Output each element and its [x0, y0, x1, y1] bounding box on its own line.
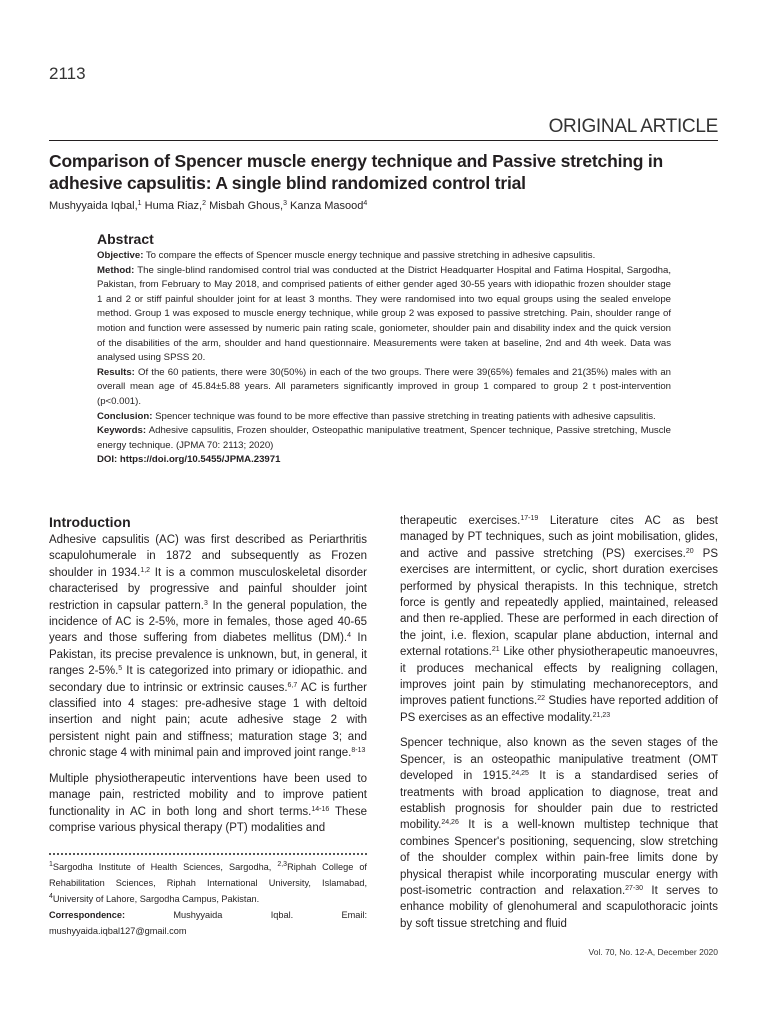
results-text: Of the 60 patients, there were 30(50%) in each of the two groups. There were 39(65%) females and 21(35%) males with an overall mean age of 45.84±5.88 years. All parameters significantly improved in group 1 compared to group 2 t post-intervention (p<0.001).	[97, 366, 671, 407]
author-list	[49, 200, 729, 212]
text-run: In Pakistan, its precise prevalence is unknown, but, in general, it ranges 2-5%.	[49, 632, 367, 678]
correspondence	[49, 907, 367, 939]
text-run: Literature cites AC as best managed by PT techniques, such as joint mobilisation, glides, and active and passive stretching (PS) exercises.	[400, 515, 718, 560]
method-label: Method:	[97, 264, 135, 276]
citation-mark: 22	[537, 695, 545, 703]
affiliation-text: Sargodha Institute of Health Sciences, Sargodha,	[52, 862, 278, 872]
abstract-block	[97, 231, 671, 468]
text-run: Like other physiotherapeutic manoeuvres, it produces mechanical effects by realigning collagen, improves joint pain by stimulating mechanoreceptors, and improves patient functions.	[400, 646, 718, 708]
journal-footer: Vol. 70, No. 12-A, December 2020	[588, 947, 718, 957]
correspondence-text: Mushyyaida Iqbal. Email: mushyyaida.iqbal127@gmail.com	[49, 910, 367, 936]
citation-mark: 5	[118, 665, 123, 673]
article-title: Comparison of Spencer muscle energy technique and Passive stretching in adhesive capsulitis: A single blind randomized control trial	[49, 151, 664, 193]
method-text: The single-blind randomised control trial was conducted at the District Headquarter Hospital and Fatima Hospital, Sargodha, Pakistan, from February to May 2018, and comprised patients of either gender aged 30-55 years with idiopathic frozen shoulder stage 1 and 2 or stiff painful shoulder joint for at least 3 months. They were randomised into two equal groups using the sealed envelope method. Group 1 was exposed to muscle energy technique, while group 2 was exposed to passive stretching. Pain, shoulder range of motion and function were assessed by numeric pain rating scale, goniometer, shoulder pain and disability index and the quick version of the disabilities of the arm, shoulder and hand questionnaire. Measurements were taken at baseline, 2nd and 4th week. Data was analysed using SPSS 20.	[97, 264, 671, 364]
keywords-text: Adhesive capsulitis, Frozen shoulder, Osteopathic manipulative treatment, Spencer technique, Passive stretching, Muscle energy technique. (JPMA 70: 2113; 2020)	[97, 425, 671, 451]
text-run: PS exercises are intermittent, or cyclic, short duration exercises performed by physical therapists. In this technique, stretch force is gently and repeatedly applied, maintained, released and then re-applied. These are performed in each direction of the joint, i.e. flexion, scapular plane abduction, internal and external rotations.	[400, 547, 719, 659]
footnotes	[49, 859, 367, 939]
page-number: 2113	[49, 64, 86, 83]
affiliation-text: University of Lahore, Sargodha Campus, Pakistan.	[52, 894, 260, 904]
objective-text: To compare the effects of Spencer muscle energy technique and passive stretching in adhesive capsulitis.	[143, 250, 596, 261]
author-affiliation-mark: 3	[283, 200, 287, 207]
abstract-doi	[97, 453, 671, 468]
citation-mark: 21	[491, 646, 500, 654]
citation-mark: 6,7	[287, 681, 298, 689]
text-run: AC is further classified into 4 stages: pre-adhesive stage 1 with deltoid insertion and night pain; acute adhesive stage 2 with persistent night pain and stiffness; maturation stage 3; and chronic stage 4 with minimal pain and improved joint range.	[49, 681, 368, 760]
doi-link[interactable]: https://doi.org/10.5455/JPMA.23971	[119, 454, 281, 466]
objective-label: Objective:	[97, 250, 144, 261]
results-label: Results:	[97, 366, 135, 378]
affiliations	[49, 859, 367, 907]
abstract-objective	[97, 249, 671, 264]
citation-mark: 20	[685, 547, 694, 555]
citation-mark: 21,23	[592, 711, 611, 719]
author-name: Misbah Ghous,	[206, 200, 284, 212]
author-affiliation-mark: 2	[202, 200, 207, 207]
citation-mark: 24,25	[511, 770, 529, 778]
citation-mark: 8-13	[351, 747, 366, 755]
introduction-paragraph	[49, 532, 367, 762]
citation-mark: 24,26	[441, 819, 459, 827]
author-name: Huma Riaz,	[141, 200, 203, 212]
citation-mark: 27-30	[625, 884, 644, 892]
affiliation-text: Riphah College of Rehabilitation Sciences, Riphah International University, Islamabad,	[49, 862, 367, 888]
citation-mark: 4	[347, 632, 352, 640]
text-run: It serves to enhance mobility of glenohumeral and scapulothoracic joints by soft tissue stretching and fluid	[400, 884, 718, 930]
abstract-method	[97, 264, 671, 366]
introduction-heading: Introduction	[49, 514, 131, 530]
section-label: ORIGINAL ARTICLE	[548, 116, 718, 137]
conclusion-text: Spencer technique was found to be more effective than passive stretching in treating patients with adhesive capsulitis.	[152, 410, 656, 422]
text-run: Studies have reported addition of PS exercises as an effective modality.	[400, 695, 718, 724]
text-run: These comprise various physical therapy (PT) modalities and	[49, 805, 367, 834]
author-affiliation-mark: 1	[137, 200, 142, 207]
text-run: It is a common musculoskeletal disorder characterised by progressive and painful shoulder joint restriction in capsular pattern.	[49, 566, 367, 612]
author-name: Mushyyaida Iqbal,	[49, 200, 138, 212]
right-column	[400, 513, 718, 941]
abstract-heading: Abstract	[97, 231, 154, 247]
affiliation-mark: 1	[49, 861, 53, 868]
citation-mark: 17-19	[520, 515, 539, 522]
text-run: It is categorized into primary or idiopathic. and secondary due to intrinsic or extrinsic causes.	[49, 665, 367, 694]
text-run: It is a standardised series of treatments with broad application to diagnose, treat and establish prognosis for shoulder pain due to restricted mobility.	[400, 770, 718, 832]
correspondence-label: Correspondence:	[49, 910, 126, 920]
affiliation-mark: 4	[49, 893, 53, 900]
author-affiliation-mark: 4	[363, 200, 368, 207]
author-name: Kanza Masood	[286, 200, 364, 212]
text-run: Adhesive capsulitis (AC) was first described as Periarthritis scapulohumerale in 1872 and subsequently as Frozen shoulder in 1934.	[49, 534, 367, 579]
abstract-keywords	[97, 424, 671, 453]
affiliation-mark: 2,3	[277, 861, 288, 868]
conclusion-label: Conclusion:	[97, 410, 153, 422]
doi-label: DOI:	[97, 454, 120, 466]
introduction-paragraph	[49, 771, 367, 837]
text-run: therapeutic exercises.	[400, 515, 521, 527]
text-run: Spencer technique, also known as the seven stages of the Spencer, is an osteopathic manipulative treatment (OMT developed in 1915.	[400, 737, 718, 783]
text-run: Multiple physiotherapeutic interventions have been used to manage pain, restricted mobility and to improve patient functionality in AC in both long and short terms.	[49, 772, 367, 818]
citation-mark: 3	[204, 599, 208, 607]
left-column	[49, 513, 367, 845]
abstract-results	[97, 366, 671, 410]
text-run: In the general population, the incidence of AC is 2-5%, more in females, those aged 40-65 years and those suffering from diabetes mellitus (DM).	[49, 599, 367, 645]
body-paragraph	[400, 735, 718, 932]
body-paragraph	[400, 513, 718, 726]
keywords-label: Keywords:	[97, 425, 147, 437]
header-rule	[49, 140, 718, 141]
text-run: It is a well-known multistep technique that combines Spencer's positioning, sequencing, slow stretching of the shoulder complex within pain-free limits done by physical therapist while incorporating muscular energy with post-isometric contraction and relaxation.	[400, 819, 718, 897]
footnote-divider	[49, 853, 367, 855]
citation-mark: 14-16	[311, 805, 330, 813]
citation-mark: 1,2	[140, 566, 151, 574]
abstract-conclusion	[97, 410, 671, 425]
